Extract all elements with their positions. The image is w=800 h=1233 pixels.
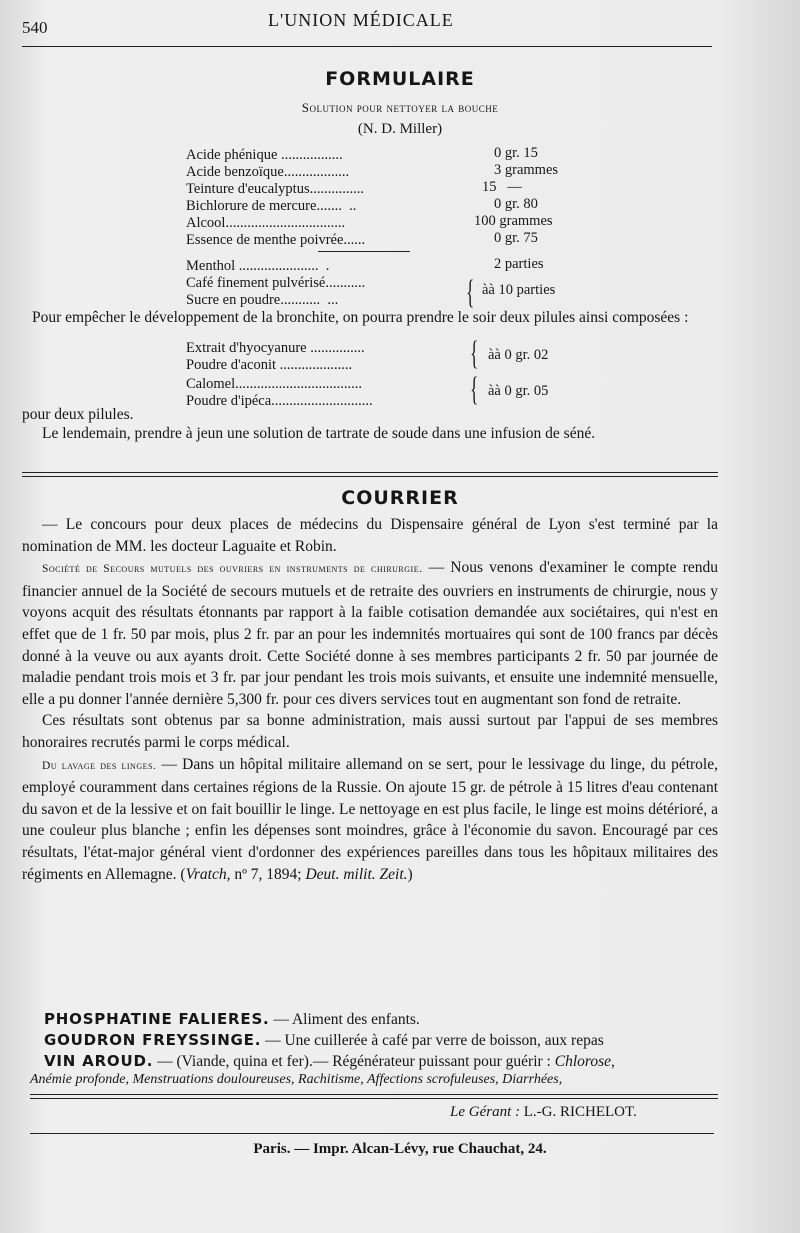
ingredient-name: Teinture d'eucalyptus............... — [186, 181, 364, 197]
advert-goudron: GOUDRON FREYSSINGE. — Une cuillerée à café par verre de boisson, aux repas — [44, 1031, 604, 1049]
ingredient-name: Essence de menthe poivrée...... — [186, 232, 366, 248]
courrier-title: COURRIER — [341, 487, 459, 509]
ingredient-name: Calomel................................... — [186, 376, 363, 392]
advert-vin-aroud: VIN AROUD. — (Viande, quina et fer).— Régénérateur puissant pour guérir : Chlorose, — [44, 1052, 615, 1070]
footer-rule — [30, 1098, 718, 1099]
courrier-paragraph: — Le concours pour deux places de médecins du Dispensaire général de Lyon s'est terminé par la nomination de MM. les docteur Laguaite et Robin. — [22, 516, 718, 555]
advert-vin-aroud-continued: Anémie profonde, Menstruations douloureuses, Rachitisme, Affections scrofuleuses, Diarrhées, — [30, 1072, 563, 1087]
formulaire-title: FORMULAIRE — [325, 68, 475, 90]
ingredient-name: Extrait d'hyocyanure ............... — [186, 340, 365, 356]
formula-divider — [318, 251, 410, 252]
gerant-signature: Le Gérant : L.-G. RICHELOT. — [450, 1104, 637, 1120]
imprint-rule — [30, 1133, 714, 1134]
brace-icon: { — [470, 335, 479, 372]
formula-text-1: Pour empêcher le développement de la bronchite, on pourra prendre le soir deux pilules ainsi composées : — [32, 309, 689, 326]
ingredient-name: Poudre d'ipéca............................ — [186, 393, 373, 409]
paragraph-heading: Du lavage des linges. — [42, 759, 157, 772]
ingredient-name: Sucre en poudre........... ... — [186, 292, 339, 308]
ingredient-qty: àà 0 gr. 02 — [488, 347, 549, 363]
section-divider — [22, 476, 718, 477]
imprint-line: Paris. — Impr. Alcan-Lévy, rue Chauchat, 24. — [253, 1141, 547, 1157]
formula-author: (N. D. Miller) — [357, 121, 443, 137]
ingredient-qty: 0 gr. 80 — [494, 196, 538, 212]
ingredient-qty: àà 0 gr. 05 — [488, 383, 549, 399]
ingredient-qty: 15 — — [482, 179, 522, 195]
advert-phosphatine: PHOSPHATINE FALIERES. — Aliment des enfants. — [44, 1010, 420, 1028]
ingredient-name: Café finement pulvérisé........... — [186, 275, 366, 291]
ingredient-qty: 0 gr. 75 — [494, 230, 538, 246]
ingredient-qty: àà 10 parties — [482, 282, 556, 298]
ingredient-name: Menthol ...................... . — [186, 258, 330, 274]
paragraph-heading: Société de Secours mutuels des ouvriers en instruments de chirurgie. — [42, 563, 423, 576]
courrier-paragraph: Ces résultats sont obtenus par sa bonne administration, mais aussi surtout par l'appui de ses membres honoraires recrutés parmi le corps médical. — [22, 712, 718, 751]
page-number: 540 — [22, 18, 48, 37]
brace-icon: { — [466, 274, 475, 311]
formula-text-2: pour deux pilules. Le lendemain, prendre à jeun une solution de tartrate de soude dans une infusion de séné. — [22, 406, 596, 442]
ingredient-qty: 3 grammes — [494, 162, 559, 178]
ingredient-name: Acide phénique ................. — [186, 147, 343, 163]
courrier-body — [22, 514, 718, 885]
ingredient-qty: 2 parties — [494, 256, 544, 272]
ingredient-name: Acide benzoïque.................. — [186, 164, 350, 180]
brace-icon: { — [470, 371, 479, 408]
running-title: L'UNION MÉDICALE — [268, 10, 454, 30]
section-divider — [22, 472, 718, 473]
ingredient-name: Alcool................................. — [186, 215, 346, 231]
ingredient-qty: 100 grammes — [474, 213, 553, 229]
ingredient-name: Poudre d'aconit .................... — [186, 357, 353, 373]
courrier-paragraph: Du lavage des linges. — Dans un hôpital militaire allemand on se sert, pour le lessivage du linge, du pétrole, employé couramment dans certaines régions de la Russie. On ajoute 15 gr. de pétrole à 15 litres d'eau contenant du savon et de la lessive et on fait bouillir le linge. Le nettoyage en est plus facile, le linge est moins détérioré, a une couleur plus blanche ; enfin les dépenses sont moindres, grâce à l'économie du savon. Encouragé par ces résultats, l'état-major général vient d'ordonner des expériences pareilles dans tous les hôpitaux militaires des régiments en Allemagne. (Vratch, nº 7, 1894; Deut. milit. Zeit.) — [22, 755, 718, 883]
header-rule — [22, 46, 712, 47]
formulaire-subtitle — [0, 100, 800, 116]
subtitle-text: Solution pour nettoyer la bouche — [301, 100, 499, 115]
ingredient-name: Bichlorure de mercure....... .. — [186, 198, 357, 214]
footer-rule — [30, 1094, 718, 1095]
courrier-paragraph: Société de Secours mutuels des ouvriers en instruments de chirurgie. — Nous venons d'examiner le compte rendu financier annuel de la Société de secours mutuels et de retraite des ouvriers en instruments de chirurgie, nous y voyons acquit des résultats étonnants par rapport à la faible cotisation demandée aux sociétaires, qui n'est en effet que de 1 fr. 50 par mois, plus 2 fr. par an pour les indemnités mortuaires qui sont de 100 francs par décès donné à la veuve ou aux ayants droit. Cette Société donne à ses membres participants 2 fr. 50 par journée de maladie pendant trois mois et 3 fr. par jour pendant les trois mois suivants, et ensuite une indemnité mensuelle, elle a pu donner l'année dernière 5,300 fr. pour ces divers services tout en augmentant son fond de retraite. — [22, 559, 718, 708]
ingredient-qty: 0 gr. 15 — [494, 145, 538, 161]
